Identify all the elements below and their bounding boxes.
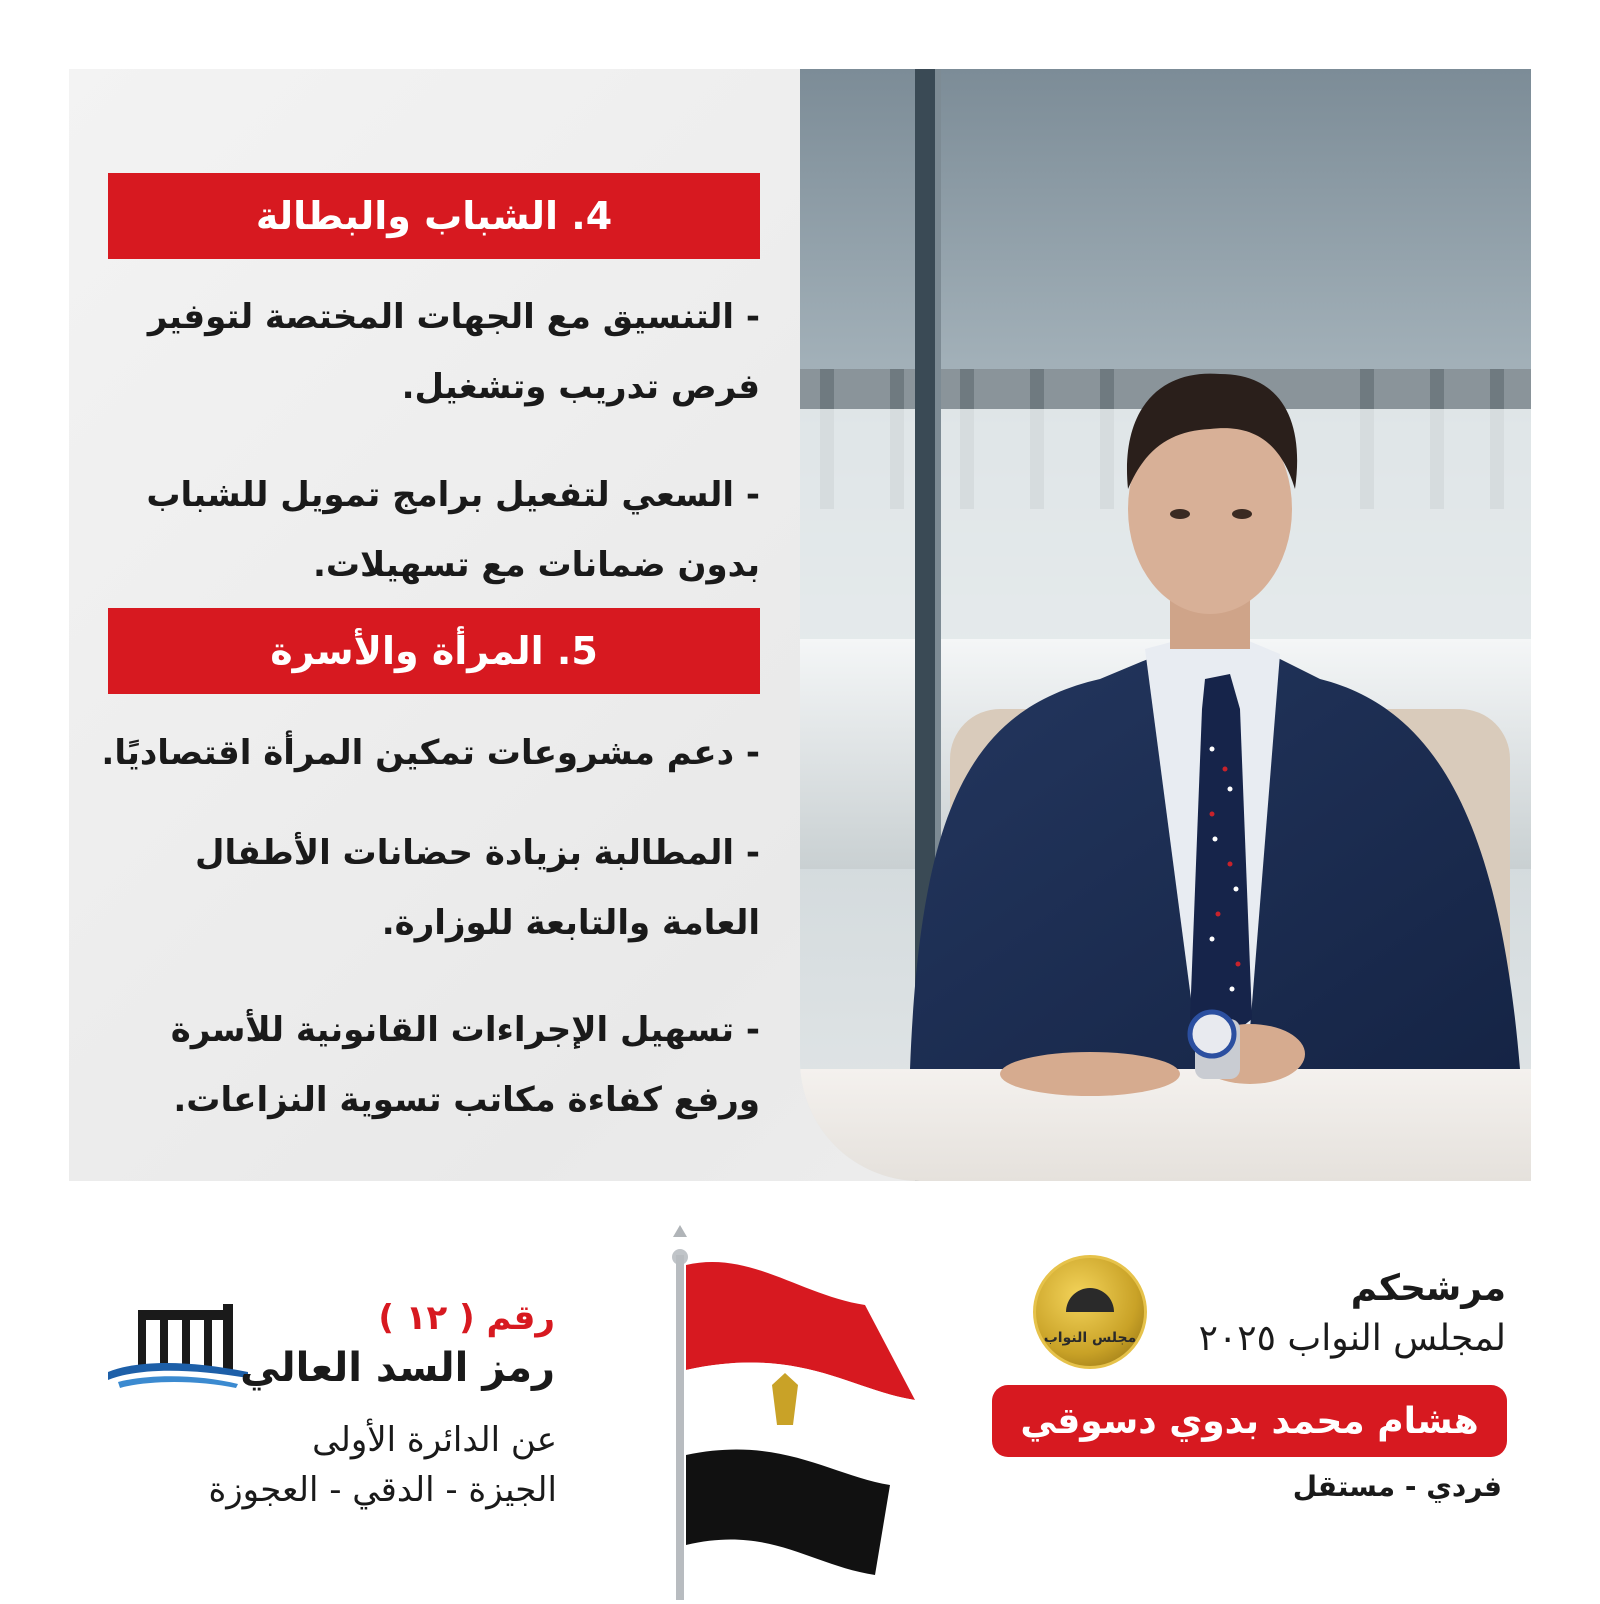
council-line: لمجلس النواب ٢٠٢٥ bbox=[1198, 1318, 1506, 1359]
dome-icon bbox=[1066, 1288, 1114, 1312]
section-heading-youth bbox=[108, 173, 760, 259]
egypt-flag bbox=[660, 1225, 940, 1600]
areas: الجيزة - الدقي - العجوزة bbox=[208, 1470, 557, 1510]
bullet-item: - تسهيل الإجراءات القانونية للأسرة ورفع كفاءة مكاتب تسوية النزاعات. bbox=[170, 1010, 760, 1120]
bullet-item: - السعي لتفعيل برامج تمويل للشباب بدون ضمانات مع تسهيلات. bbox=[146, 475, 760, 585]
parliament-seal bbox=[1033, 1255, 1147, 1369]
bullet-item: - دعم مشروعات تمكين المرأة اقتصاديًا. bbox=[101, 733, 760, 773]
section-heading-label: 4. الشباب والبطالة bbox=[255, 194, 613, 238]
section-heading-label: 5. المرأة والأسرة bbox=[270, 629, 598, 673]
section-heading-women-family bbox=[108, 608, 760, 694]
bullet-item: - المطالبة بزيادة حضانات الأطفال العامة والتابعة للوزارة. bbox=[194, 833, 760, 943]
dam-symbol-icon bbox=[108, 1300, 248, 1392]
candidate-type: فردي - مستقل bbox=[1292, 1470, 1502, 1503]
symbol-name: رمز السد العالي bbox=[240, 1345, 555, 1391]
candidate-intro: مرشحكم bbox=[1350, 1268, 1506, 1309]
symbol-number: رقم ( ١٢ ) bbox=[378, 1298, 555, 1338]
candidate-photo bbox=[800, 69, 1531, 1181]
bullet-item: - التنسيق مع الجهات المختصة لتوفير فرص تدريب وتشغيل. bbox=[147, 297, 760, 407]
candidate-name: هشام محمد بدوي دسوقي bbox=[1020, 1400, 1479, 1442]
seal-text: مجلس النواب bbox=[1043, 1330, 1137, 1346]
candidate-name-badge bbox=[992, 1385, 1507, 1457]
district: عن الدائرة الأولى bbox=[312, 1420, 557, 1460]
